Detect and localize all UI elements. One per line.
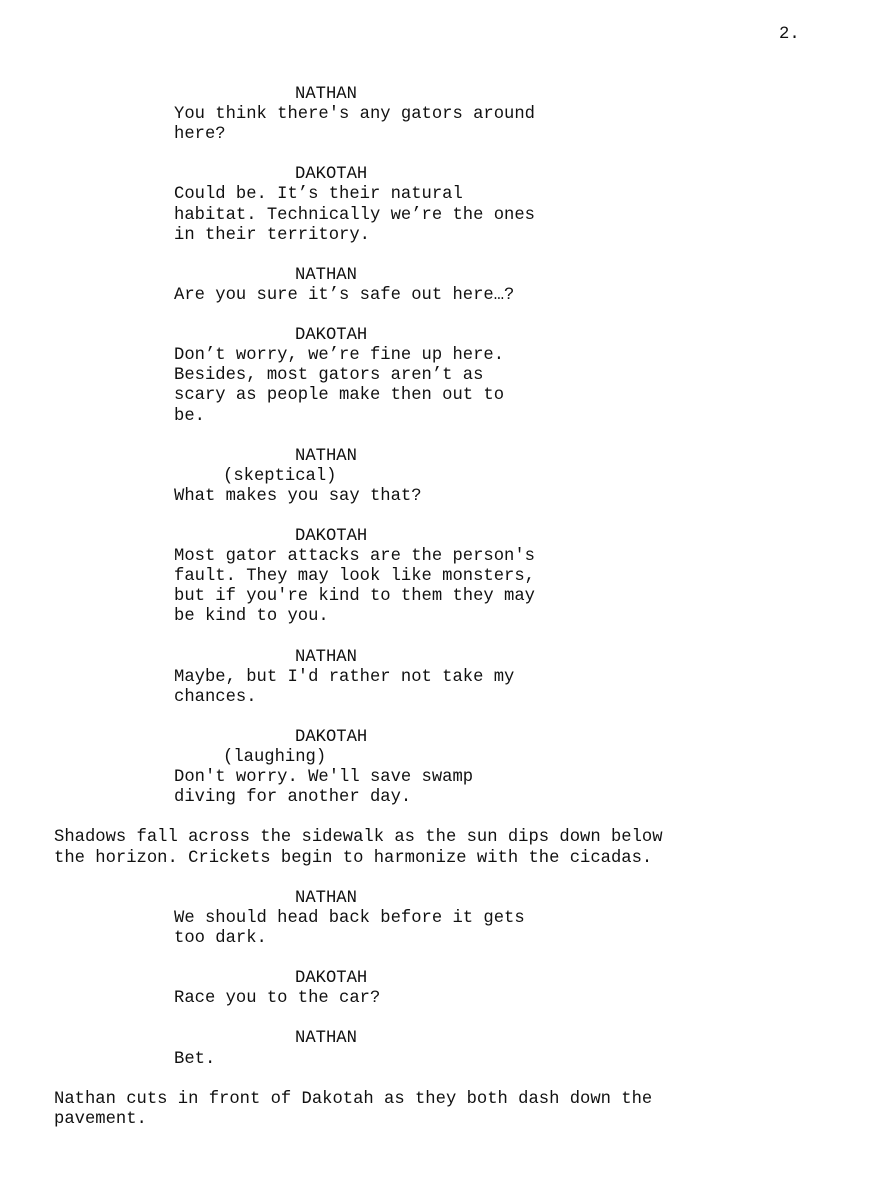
dialogue-text: Bet. (174, 1049, 216, 1069)
parenthetical-text: (laughing) (223, 748, 327, 768)
action-text: Nathan cuts in front of Dakotah as they both dash down the pavement. (54, 1089, 653, 1129)
line-gap (0, 1009, 870, 1029)
line-gap (0, 949, 870, 969)
line-gap (0, 708, 870, 728)
dialogue-text: Most gator attacks are the person's fault. They may look like monsters, but if you're kind to them they may be kind to you. (174, 547, 535, 627)
character-cue: DAKOTAH (295, 969, 368, 989)
character-cue: NATHAN (295, 265, 357, 285)
character-cue: NATHAN (295, 85, 357, 104)
character-cue: NATHAN (295, 446, 357, 466)
character-cue: DAKOTAH (295, 165, 368, 185)
action-text: Shadows fall across the sidewalk as the sun dips down below the horizon. Crickets begin to harmonize with the cicadas. (54, 828, 663, 868)
parenthetical-text: (skeptical) (223, 466, 337, 486)
line-gap (0, 306, 870, 326)
line-gap (0, 869, 870, 889)
character-cue: NATHAN (295, 1029, 357, 1049)
dialogue-text: What makes you say that? (174, 486, 422, 506)
page-number: 2. (779, 25, 800, 44)
line-gap (0, 246, 870, 266)
dialogue-text: Don’t worry, we’re fine up here. Besides, most gators aren’t as scary as people make then out to be. (174, 346, 505, 426)
dialogue-text: Maybe, but I'd rather not take my chances. (174, 667, 515, 707)
character-cue: NATHAN (295, 647, 357, 667)
dialogue-text: You think there's any gators around here? (174, 105, 535, 145)
line-gap (0, 145, 870, 165)
dialogue-text: Are you sure it’s safe out here…? (174, 285, 515, 305)
line-gap (0, 1070, 870, 1090)
dialogue-text: Don't worry. We'll save swamp diving for another day. (174, 768, 474, 808)
line-gap (0, 628, 870, 648)
line-gap (0, 808, 870, 828)
dialogue-text: Could be. It’s their natural habitat. Technically we’re the ones in their territory. (174, 185, 535, 245)
dialogue-text: We should head back before it gets too dark. (174, 908, 525, 948)
character-cue: DAKOTAH (295, 728, 368, 747)
character-cue: NATHAN (295, 888, 357, 908)
character-cue: DAKOTAH (295, 326, 368, 346)
script-body (0, 85, 870, 1130)
character-cue: DAKOTAH (295, 527, 368, 547)
line-gap (0, 427, 870, 447)
line-gap (0, 507, 870, 527)
dialogue-text: Race you to the car? (174, 989, 381, 1009)
